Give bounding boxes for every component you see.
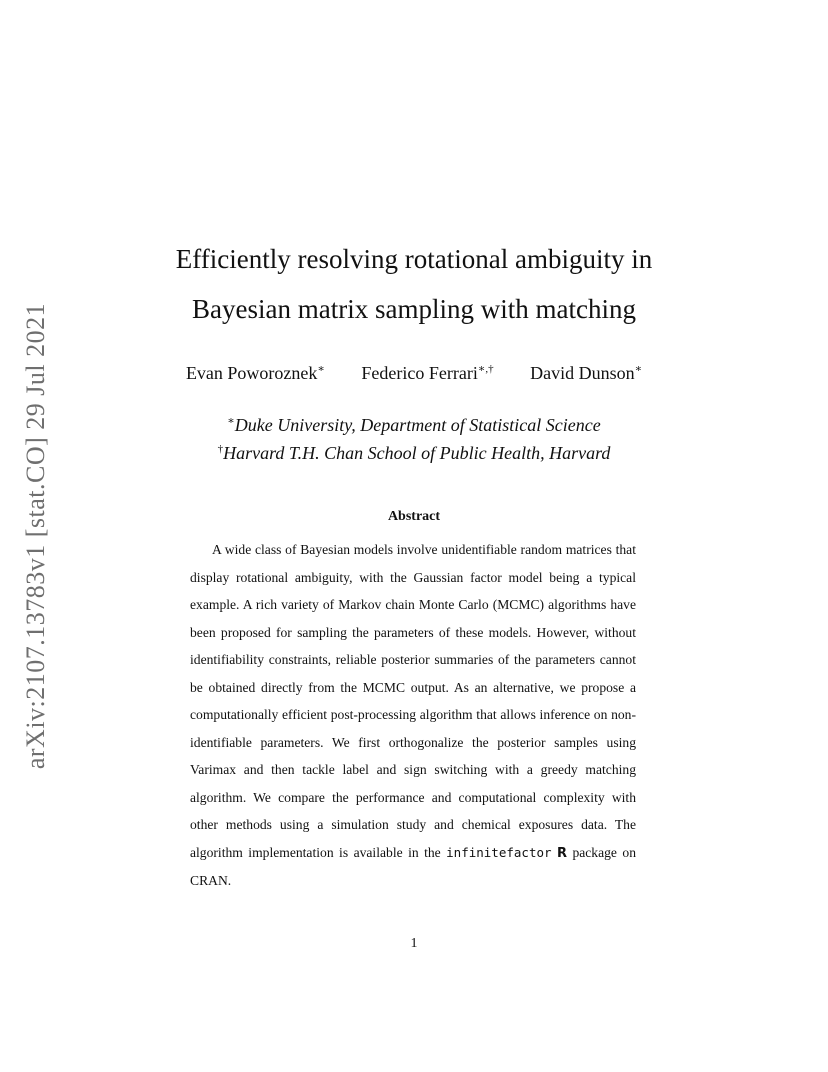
abstract-text-end: package on CRAN. <box>190 844 636 888</box>
language-name: R <box>556 845 567 861</box>
author-name: David Dunson <box>530 363 635 383</box>
author-list <box>0 362 828 384</box>
affiliation-1 <box>0 414 828 436</box>
affiliation-mark: ∗ <box>227 415 235 427</box>
abstract-text: A wide class of Bayesian models involve unidentifiable random matrices that display rotational ambiguity, with the Gaussian factor model being a typical example. A rich variety of Markov chain Monte Carlo (MCMC) algorithms have been proposed for sampling the parameters of these models. However, without identifiability constraints, reliable posterior summaries of the parameters cannot be obtained directly from the MCMC output. As an alternative, we propose a computationally efficient post-processing algorithm that allows inference on non-identifiable parameters. We first orthogonalize the posterior samples using Varimax and then tackle label and sign switching with a greedy matching algorithm. We compare the performance and computational complexity with other methods using a simulation study and chemical exposures data. The algorithm implementation is available in the <box>190 542 636 860</box>
page-number: 1 <box>410 936 418 951</box>
author-name: Evan Poworoznek <box>185 363 318 383</box>
affiliation-text: Duke University, Department of Statistical Science <box>234 415 601 435</box>
author-1 <box>186 362 325 384</box>
author-mark: ∗ <box>317 363 325 375</box>
author-mark: ∗,† <box>477 363 494 375</box>
affiliation-2 <box>0 443 828 464</box>
paper-title-line-1: Efficiently resolving rotational ambiguity in <box>175 244 653 274</box>
arxiv-identifier: arXiv:2107.13783v1 [stat.CO] 29 Jul 2021 <box>21 302 50 770</box>
author-mark: ∗ <box>634 363 643 375</box>
author-name: Federico Ferrari <box>361 363 478 383</box>
abstract-heading: Abstract <box>387 509 441 524</box>
paper-title-line-2: Bayesian matrix sampling with matching <box>192 294 636 324</box>
affiliation-text: Harvard T.H. Chan School of Public Health, Harvard <box>223 443 611 463</box>
author-3 <box>530 362 642 384</box>
affiliation-mark: † <box>217 443 224 455</box>
abstract-body <box>190 536 636 895</box>
package-name: infinitefactor <box>446 844 552 860</box>
author-2 <box>361 362 493 384</box>
